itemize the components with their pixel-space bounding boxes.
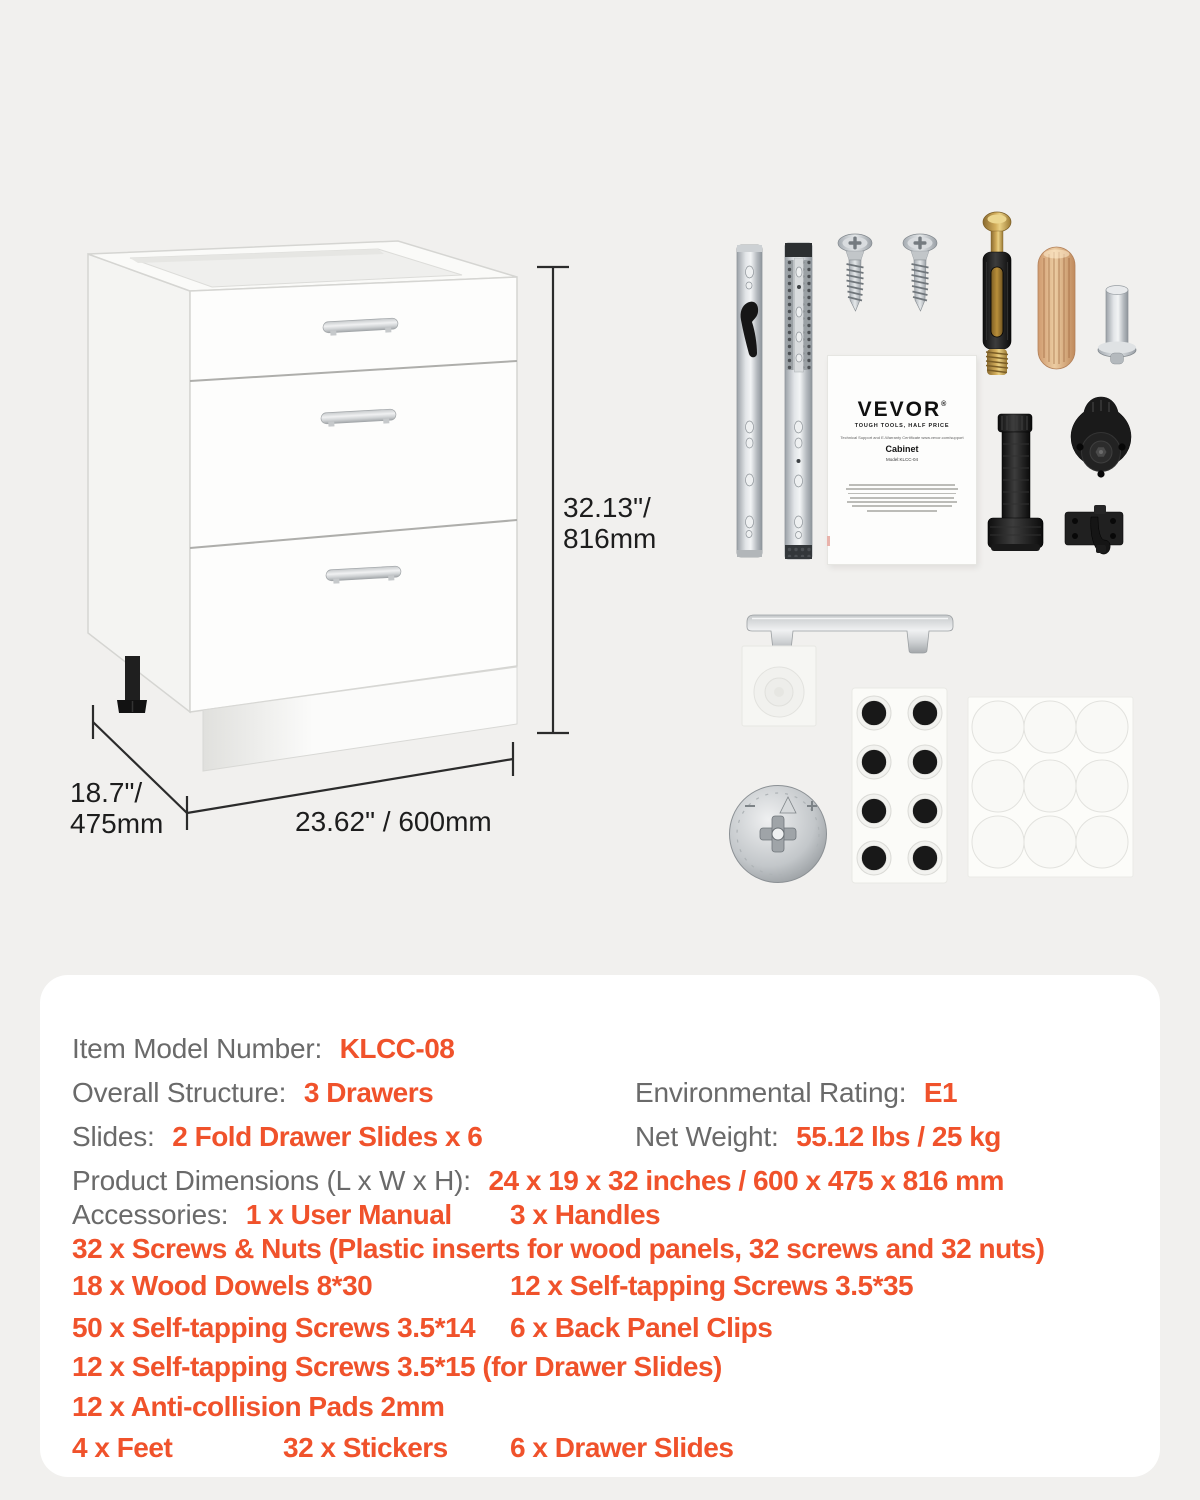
width-value: 23.62" / 600mm <box>295 806 492 837</box>
height-dimension-label <box>563 492 656 554</box>
spec-value: 1 x User Manual <box>245 1199 452 1230</box>
width-dimension-label <box>295 806 492 837</box>
spec-col-back-panel-clips <box>500 1312 772 1344</box>
spec-value: 50 x Self-tapping Screws 3.5*14 <box>72 1312 476 1343</box>
spec-label: Net Weight: <box>635 1121 779 1152</box>
manual-fine-print <box>842 484 962 514</box>
spec-value: 32 x Stickers <box>283 1432 448 1463</box>
cam-bolt-icon <box>983 212 1011 375</box>
spec-row-screws-nuts <box>72 1233 1144 1265</box>
adjustable-foot-icon <box>988 414 1043 551</box>
spec-col-environmental-rating <box>635 1077 957 1109</box>
spec-row-feet-stickers-slides <box>72 1432 1144 1464</box>
cabinet-front-face <box>190 277 517 712</box>
spec-value: 2 Fold Drawer Slides x 6 <box>172 1121 483 1152</box>
spec-value: 4 x Feet <box>72 1432 173 1463</box>
spec-col-drawer-slides <box>500 1432 733 1464</box>
spec-value: 6 x Back Panel Clips <box>510 1312 773 1343</box>
wood-dowel-icon <box>1038 247 1075 369</box>
cabinet-side-panel <box>88 254 190 712</box>
spec-value: 55.12 lbs / 25 kg <box>796 1121 1001 1152</box>
manual-brand-logo: VEVOR® <box>857 398 947 421</box>
spec-value: 32 x Screws & Nuts (Plastic inserts for wood panels, 32 screws and 32 nuts) <box>72 1233 1045 1264</box>
spec-value: 3 Drawers <box>303 1077 434 1108</box>
registered-trademark-icon: ® <box>941 401 947 408</box>
spec-label: Accessories: <box>72 1199 229 1230</box>
spec-value: KLCC-08 <box>339 1033 455 1064</box>
spec-label: Item Model Number: <box>72 1033 323 1064</box>
spec-value: 12 x Self-tapping Screws 3.5*35 <box>510 1270 914 1301</box>
spec-row-dowels-screws <box>72 1270 1144 1302</box>
depth-dimension-label <box>70 777 163 839</box>
spec-value: 12 x Self-tapping Screws 3.5*15 (for Drawer Slides) <box>72 1351 722 1382</box>
manual-support-line: Technical Support and E-Warranty Certificate www.vevor.com/support <box>840 435 964 440</box>
spec-col-screws-35 <box>500 1270 913 1302</box>
plastic-insert-icon <box>742 646 816 726</box>
spec-panel <box>40 975 1160 1477</box>
spec-value: 24 x 19 x 32 inches / 600 x 475 x 816 mm <box>488 1165 1004 1196</box>
spec-value: 18 x Wood Dowels 8*30 <box>72 1270 373 1301</box>
spec-label: Product Dimensions (L x W x H): <box>72 1165 471 1196</box>
cam-lock-disc-icon <box>730 786 827 883</box>
spec-row-product-dimensions <box>72 1165 1144 1197</box>
spec-row-anti-collision-pads <box>72 1391 1144 1423</box>
spec-label: Overall Structure: <box>72 1077 287 1108</box>
height-value-mm: 816mm <box>563 523 657 554</box>
back-panel-clip-icon <box>1065 505 1123 554</box>
spec-row-accessories <box>72 1199 1144 1231</box>
spec-value: 3 x Handles <box>510 1199 661 1230</box>
ball-bearing-slide-icon <box>785 243 812 559</box>
height-value-inch: 32.13"/ <box>563 492 651 523</box>
self-tapping-screw-icon <box>838 234 872 311</box>
foot-mount-icon <box>1071 397 1131 478</box>
manual-model-line: Model:KLCC-04 <box>885 457 918 462</box>
spec-value: 6 x Drawer Slides <box>510 1432 734 1463</box>
spec-value: 12 x Anti-collision Pads 2mm <box>72 1391 445 1422</box>
cabinet-3d-drawing <box>88 241 517 771</box>
spec-row-slide-screws <box>72 1351 1144 1383</box>
sticker-sheet-icon <box>968 697 1133 877</box>
self-tapping-screw-icon <box>903 234 937 311</box>
spec-col-handles <box>500 1199 660 1231</box>
user-manual <box>827 355 977 565</box>
manual-product-title: Cabinet <box>885 444 919 454</box>
spec-row-model-number <box>72 1033 1144 1065</box>
spec-col-stickers <box>273 1432 448 1464</box>
spec-row-slides-weight <box>72 1121 1144 1153</box>
shelf-pin-icon <box>1098 286 1136 365</box>
spec-label: Environmental Rating: <box>635 1077 907 1108</box>
spec-label: Slides: <box>72 1121 155 1152</box>
drawer-slide-icon <box>737 245 762 557</box>
manual-tagline: TOUGH TOOLS, HALF PRICE <box>854 423 950 429</box>
depth-value-mm: 475mm <box>70 808 164 839</box>
anti-collision-pads-sheet-icon <box>852 688 947 883</box>
spec-value: E1 <box>923 1077 958 1108</box>
depth-value-inch: 18.7"/ <box>70 777 143 808</box>
spec-row-screws-clips <box>72 1312 1144 1344</box>
spec-col-net-weight <box>635 1121 1001 1153</box>
spec-row-structure-rating <box>72 1077 1144 1109</box>
